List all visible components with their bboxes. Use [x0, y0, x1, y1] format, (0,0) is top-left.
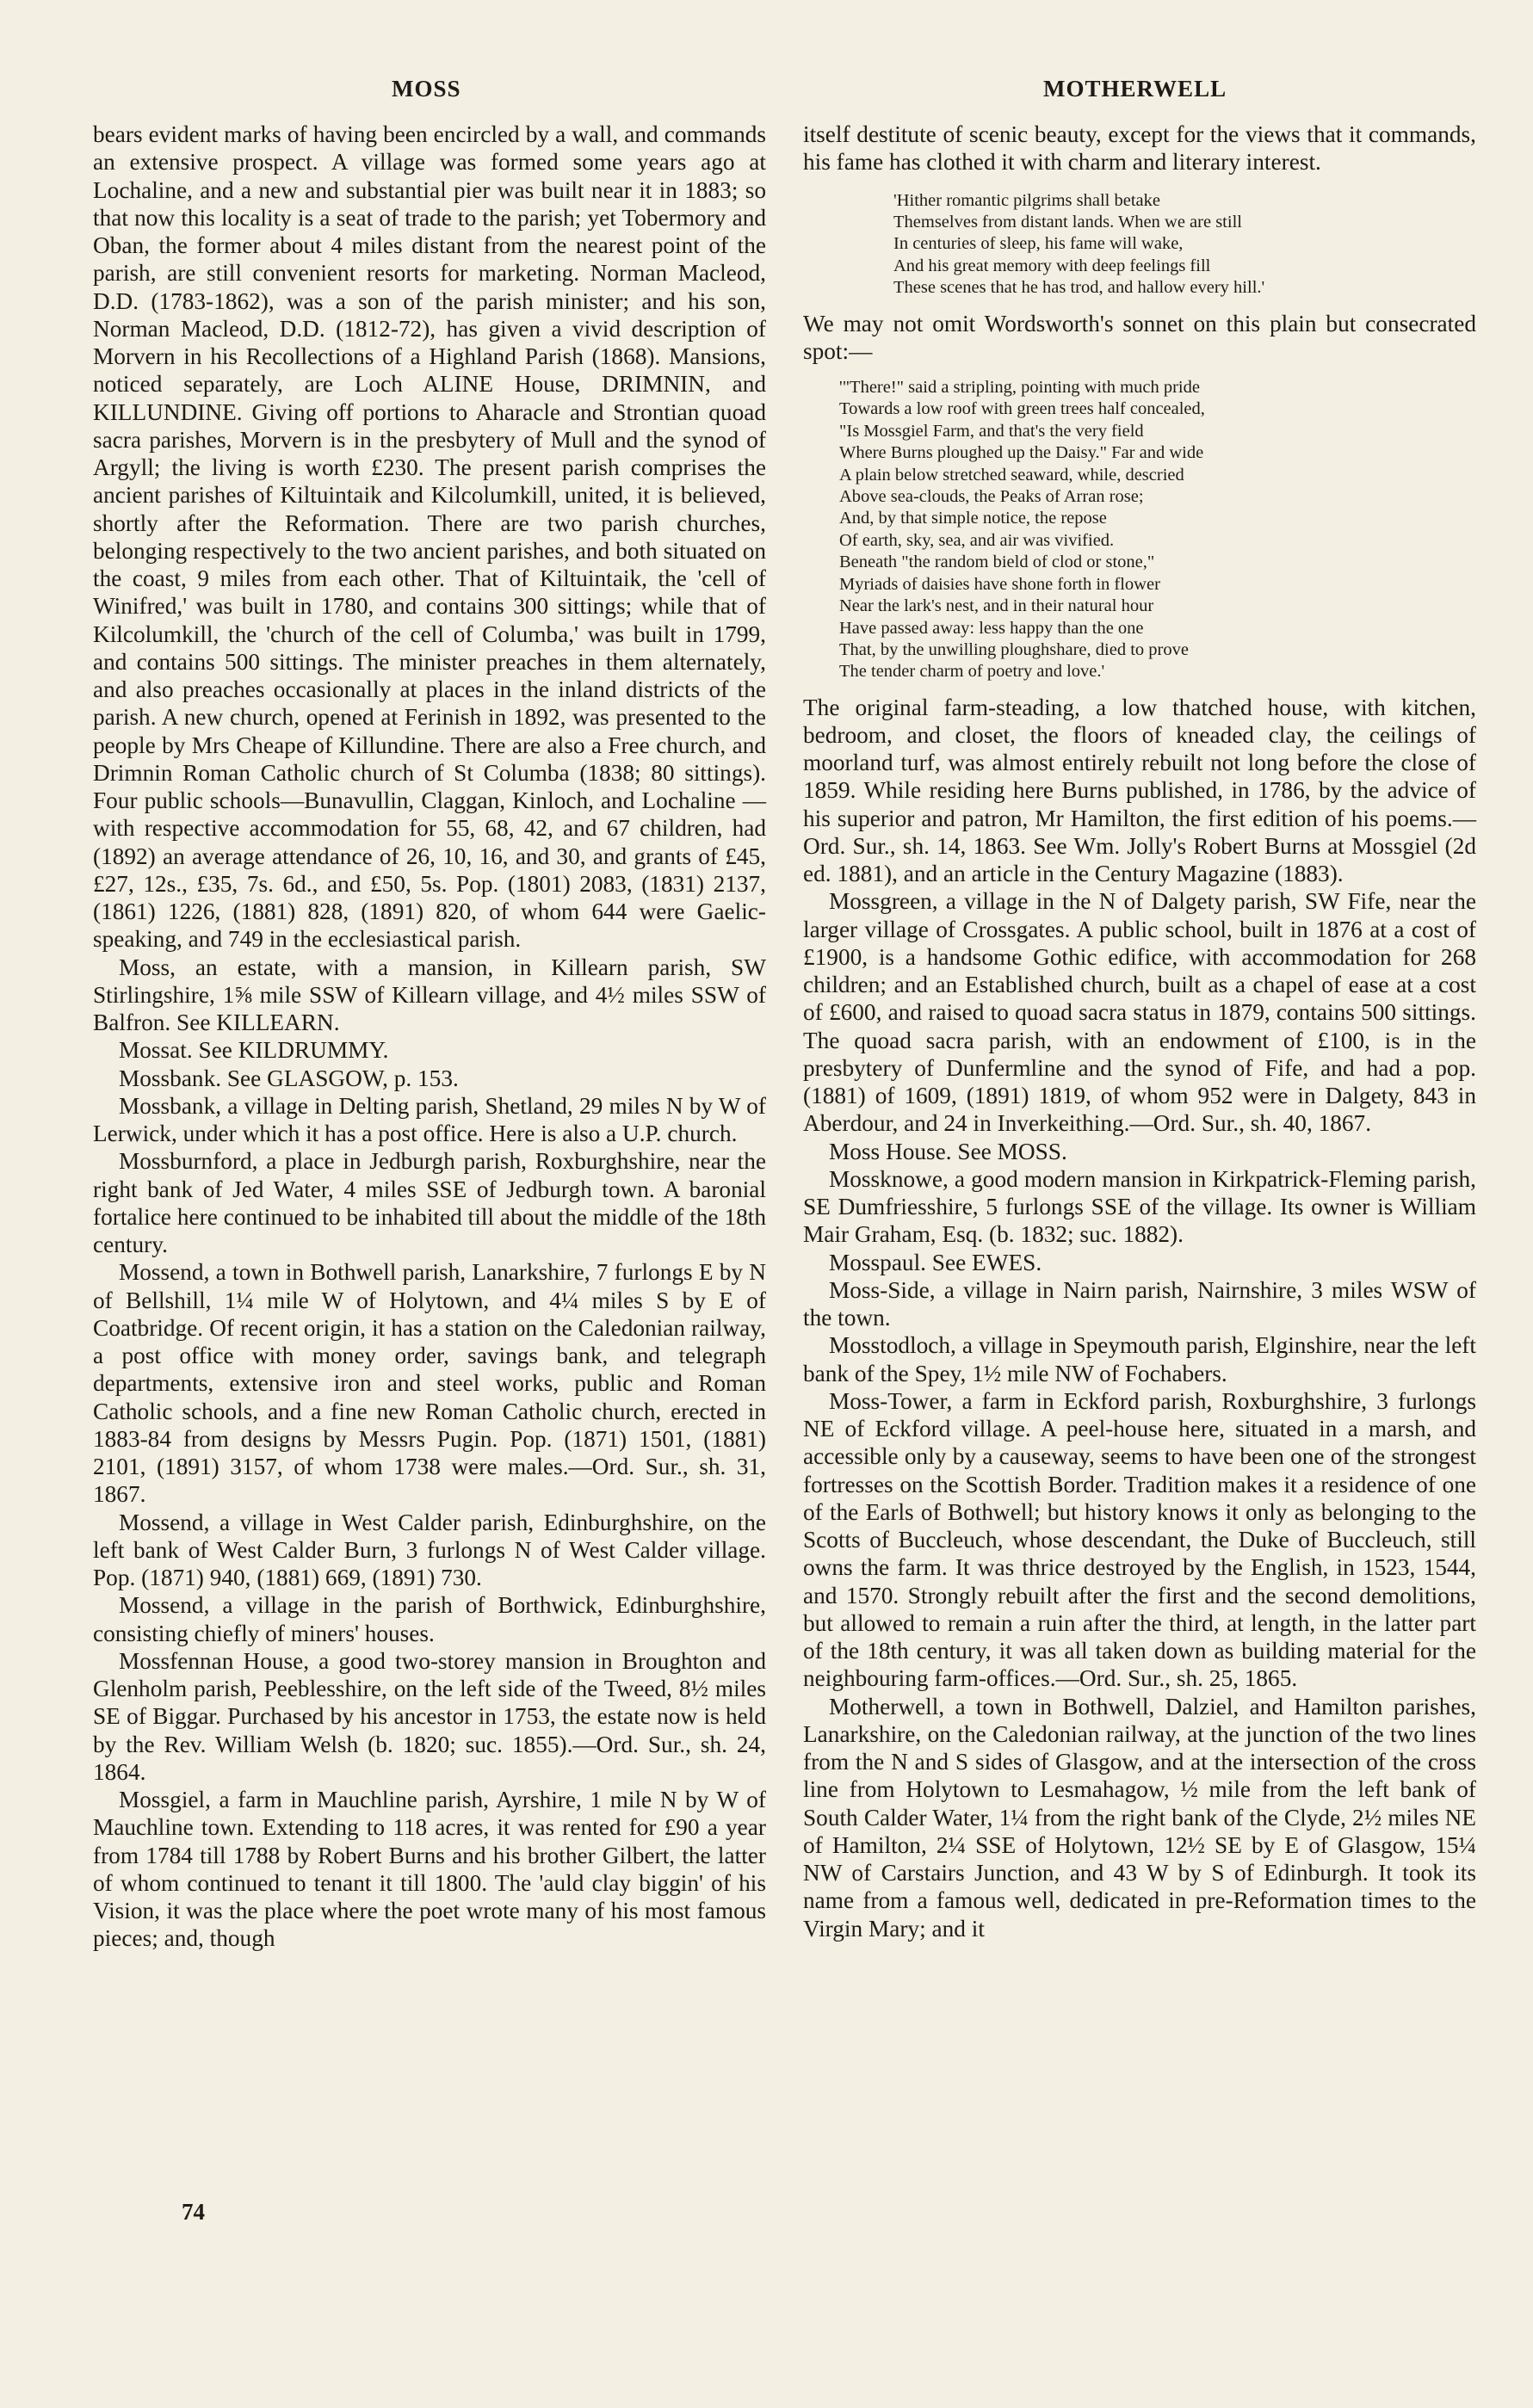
verse-line: Myriads of daisies have shone forth in flower [839, 574, 1160, 594]
sonnet-quote [839, 377, 1476, 683]
verse-line: That, by the unwilling ploughshare, died to prove [839, 639, 1189, 659]
verse-line: And his great memory with deep feelings fill [893, 256, 1211, 275]
verse-line: Towards a low roof with green trees half concealed, [839, 399, 1205, 419]
entry-mossgiel: Mossgiel, a farm in Mauchline parish, Ayrshire, 1 mile N by W of Mauchline town. Extending to 118 acres, it was rented for £90 a year from 1784 till 1788 by Robert Burns and his brother Gilbert, the latter of whom continued to tenant it till 1800. The 'auld clay biggin' of his Vision, it was the place where the poet wrote many of his most famous pieces; and, though [93, 1787, 766, 1952]
verse-line: A plain below stretched seaward, while, descried [839, 465, 1184, 485]
verse-line: Of earth, sky, sea, and air was vivified. [839, 530, 1115, 550]
verse-line: Where Burns ploughed up the Daisy." Far and wide [839, 443, 1204, 463]
verse-line: '"There!" said a stripling, pointing with much pride [839, 378, 1200, 398]
verse-line: And, by that simple notice, the repose [839, 509, 1107, 528]
running-head-left: MOSS [392, 76, 461, 102]
verse-line: Near the lark's nest, and in their natural hour [839, 596, 1154, 616]
entry-moss-tower: Moss-Tower, a farm in Eckford parish, Roxburghshire, 3 furlongs NE of Eckford village. A peel-house here, situated in a marsh, and accessible only by a causeway, seems to have been one of the strongest fortresses on the Scottish Border. Tradition makes it a residence of one of the Earls of Bothwell; but history knows it only as belonging to the Scotts of Buccleuch, whose descendant, the Duke of Buccleuch, still owns the farm. It was thrice destroyed by the English, in 1523, 1544, and 1570. Strongly rebuilt after the first and the second demolitions, but allowed to remain a ruin after the third, at length, in the latter part of the 18th century, it was all taken down as building material for the neighbouring farm-offices.—Ord. Sur., sh. 25, 1865. [803, 1387, 1476, 1692]
entry-mossknowe: Mossknowe, a good modern mansion in Kirkpatrick-Fleming parish, SE Dumfriesshire, 5 furlongs SSE of the village. Its owner is William Mair Graham, Esq. (b. 1832; suc. 1882). [803, 1165, 1476, 1248]
entry-mossend-town: Mossend, a town in Bothwell parish, Lanarkshire, 7 furlongs E by N of Bellshill, 1¼ mile W of Holytown, and 4¼ miles S by E of Coatbridge. Of recent origin, it has a station on the Caledonian railway, a post office with money order, savings bank, and telegraph departments, extensive iron and steel works, public and Roman Catholic schools, and a fine new Roman Catholic church, erected in 1883-84 from designs by Messrs Pugin. Pop. (1871) 1501, (1881) 2101, (1891) 3157, of whom 1738 were males.—Ord. Sur., sh. 31, 1867. [93, 1259, 766, 1508]
entry-moss-side: Moss-Side, a village in Nairn parish, Nairnshire, 3 miles WSW of the town. [803, 1276, 1476, 1331]
verse-quote [893, 190, 1442, 299]
verse-line: The tender charm of poetry and love.' [839, 662, 1105, 682]
paragraph: The original farm-steading, a low thatched house, with kitchen, bedroom, and closet, the floors of kneaded clay, the ceilings of moorland turf, was almost entirely rebuilt not long before the close of 1859. While residing here Burns published, in 1786, by the advice of his superior and patron, Mr Hamilton, the first edition of his poems.—Ord. Sur., sh. 14, 1863. See Wm. Jolly's Robert Burns at Mossgiel (2d ed. 1881), and an article in the Century Magazine (1883). [803, 694, 1476, 887]
right-column [803, 120, 1476, 1942]
verse-line: Beneath "the random bield of clod or stone," [839, 553, 1155, 572]
paragraph: bears evident marks of having been encircled by a wall, and commands an extensive prospect. A village was formed some years ago at Lochaline, and a new and substantial pier was built near it in 1883; so that now this locality is a seat of trade to the parish; yet Tobermory and Oban, the former about 4 miles distant from the nearest point of the parish, are still convenient resorts for marketing. Norman Macleod, D.D. (1783-1862), was a son of the parish minister; and his son, Norman Macleod, D.D. (1812-72), has given a vivid description of Morvern in his Recollections of a Highland Parish (1868). Mansions, noticed separately, are Loch ALINE House, DRIMNIN, and KILLUNDINE. Giving off portions to Aharacle and Strontian quoad sacra parishes, Morvern is in the presbytery of Mull and the synod of Argyll; the living is worth £230. The present parish comprises the ancient parishes of Kiltuintaik and Kilcolumkill, united, it is believed, shortly after the Reformation. There are two parish churches, belonging respectively to the two ancient parishes, and both situated on the coast, 9 miles from each other. That of Kiltuintaik, the 'cell of Winifred,' was built in 1780, and contains 300 sittings; while that of Kilcolumkill, the 'church of the cell of Columba,' was built in 1799, and contains 500 sittings. The minister preaches in them alternately, and also preaches occasionally at places in the inland districts of the parish. A new church, opened at Ferinish in 1892, was presented to the people by Mrs Cheape of Killundine. There are also a Free church, and Drimnin Roman Catholic church of St Columba (1838; 80 sittings). Four public schools—Bunavullin, Claggan, Kinloch, and Lochaline —with respective accommodation for 55, 68, 42, and 67 children, had (1892) an average attendance of 26, 10, 16, and 30, and grants of £45, £27, 12s., £35, 7s. 6d., and £50, 5s. Pop. (1801) 2083, (1831) 2137, (1861) 1226, (1881) 828, (1891) 820, of whom 644 were Gaelic-speaking, and 749 in the ecclesiastical parish. [93, 121, 766, 953]
entry-mossend-west-calder: Mossend, a village in West Calder parish, Edinburghshire, on the left bank of West Calder Burn, 3 furlongs N of West Calder village. Pop. (1871) 940, (1881) 669, (1891) 730. [93, 1509, 766, 1590]
entry-mossbank-glasgow: Mossbank. See GLASGOW, p. 153. [119, 1065, 459, 1091]
paragraph: We may not omit Wordsworth's sonnet on this plain but consecrated spot:— [803, 310, 1476, 364]
entry-mossbank: Mossbank, a village in Delting parish, Shetland, 29 miles N by W of Lerwick, under which it has a post office. Here is also a U.P. church. [93, 1092, 766, 1146]
entry-mosstodloch: Mosstodloch, a village in Speymouth parish, Elginshire, near the left bank of the Spey, 1½ mile NW of Fochabers. [803, 1332, 1476, 1386]
verse-line: These scenes that he has trod, and hallow every hill.' [893, 278, 1265, 298]
entry-mossend-borthwick: Mossend, a village in the parish of Borthwick, Edinburghshire, consisting chiefly of miners' houses. [93, 1592, 766, 1646]
entry-mossfennan-house: Mossfennan House, a good two-storey mansion in Broughton and Glenholm parish, Peeblesshire, on the left side of the Tweed, 8½ miles SE of Biggar. Purchased by his ancestor in 1753, the estate now is held by the Rev. William Welsh (b. 1820; suc. 1855).—Ord. Sur., sh. 24, 1864. [93, 1647, 766, 1785]
entry-mossgreen: Mossgreen, a village in the N of Dalgety parish, SW Fife, near the larger village of Crossgates. A public school, built in 1876 at a cost of £1900, is a handsome Gothic edifice, with accommodation for 268 children; and an Established church, built as a chapel of ease at a cost of £600, and raised to quoad sacra status in 1879, contains 500 sittings. The quoad sacra parish, with an endowment of £100, is in the presbytery of Dunfermline and the synod of Fife, and had a pop. (1881) of 1609, (1891) 1819, of whom 952 were in Dalgety, 843 in Aberdour, and 24 in Inverkeithing.—Ord. Sur., sh. 40, 1867. [803, 888, 1476, 1137]
verse-line: "Is Mossgiel Farm, and that's the very field [839, 421, 1144, 441]
verse-line: 'Hither romantic pilgrims shall betake [893, 190, 1160, 210]
verse-line: Above sea-clouds, the Peaks of Arran rose; [839, 487, 1144, 507]
entry-mossat: Mossat. See KILDRUMMY. [119, 1037, 389, 1064]
entry-mosspaul: Mosspaul. See EWES. [829, 1249, 1042, 1275]
paragraph: itself destitute of scenic beauty, except for the views that it commands, his fame has clothed it with charm and literary interest. [803, 121, 1476, 176]
entry-moss: Moss, an estate, with a mansion, in Killearn parish, SW Stirlingshire, 1⅝ mile SSW of Killearn village, and 4½ miles SSW of Balfron. See KILLEARN. [93, 954, 766, 1035]
entry-moss-house: Moss House. See MOSS. [829, 1138, 1067, 1164]
entry-mossburnford: Mossburnford, a place in Jedburgh parish, Roxburghshire, near the right bank of Jed Water, 4 miles SSE of Jedburgh town. A baronial fortalice here continued to be inhabited till about the middle of the 18th century. [93, 1148, 766, 1257]
verse-line: Themselves from distant lands. When we are still [893, 212, 1242, 232]
left-column [93, 120, 766, 1953]
page-number: 74 [182, 2199, 205, 2225]
verse-line: In centuries of sleep, his fame will wake, [893, 234, 1184, 254]
verse-line: Have passed away: less happy than the one [839, 618, 1144, 638]
entry-motherwell: Motherwell, a town in Bothwell, Dalziel, and Hamilton parishes, Lanarkshire, on the Caledonian railway, at the junction of the two lines from the N and S sides of Glasgow, and at the intersection of the cross line from Holytown to Lesmahagow, ½ mile from the left bank of South Calder Water, 1¼ from the right bank of the Clyde, 2½ miles NE of Hamilton, 2¼ SSE of Holytown, 12½ SE by E of Glasgow, 15¼ NW of Carstairs Junction, and 43 W by S of Edinburgh. It took its name from a famous well, dedicated in pre-Reformation times to the Virgin Mary; and it [803, 1693, 1476, 1942]
running-head-right: MOTHERWELL [1043, 76, 1227, 102]
